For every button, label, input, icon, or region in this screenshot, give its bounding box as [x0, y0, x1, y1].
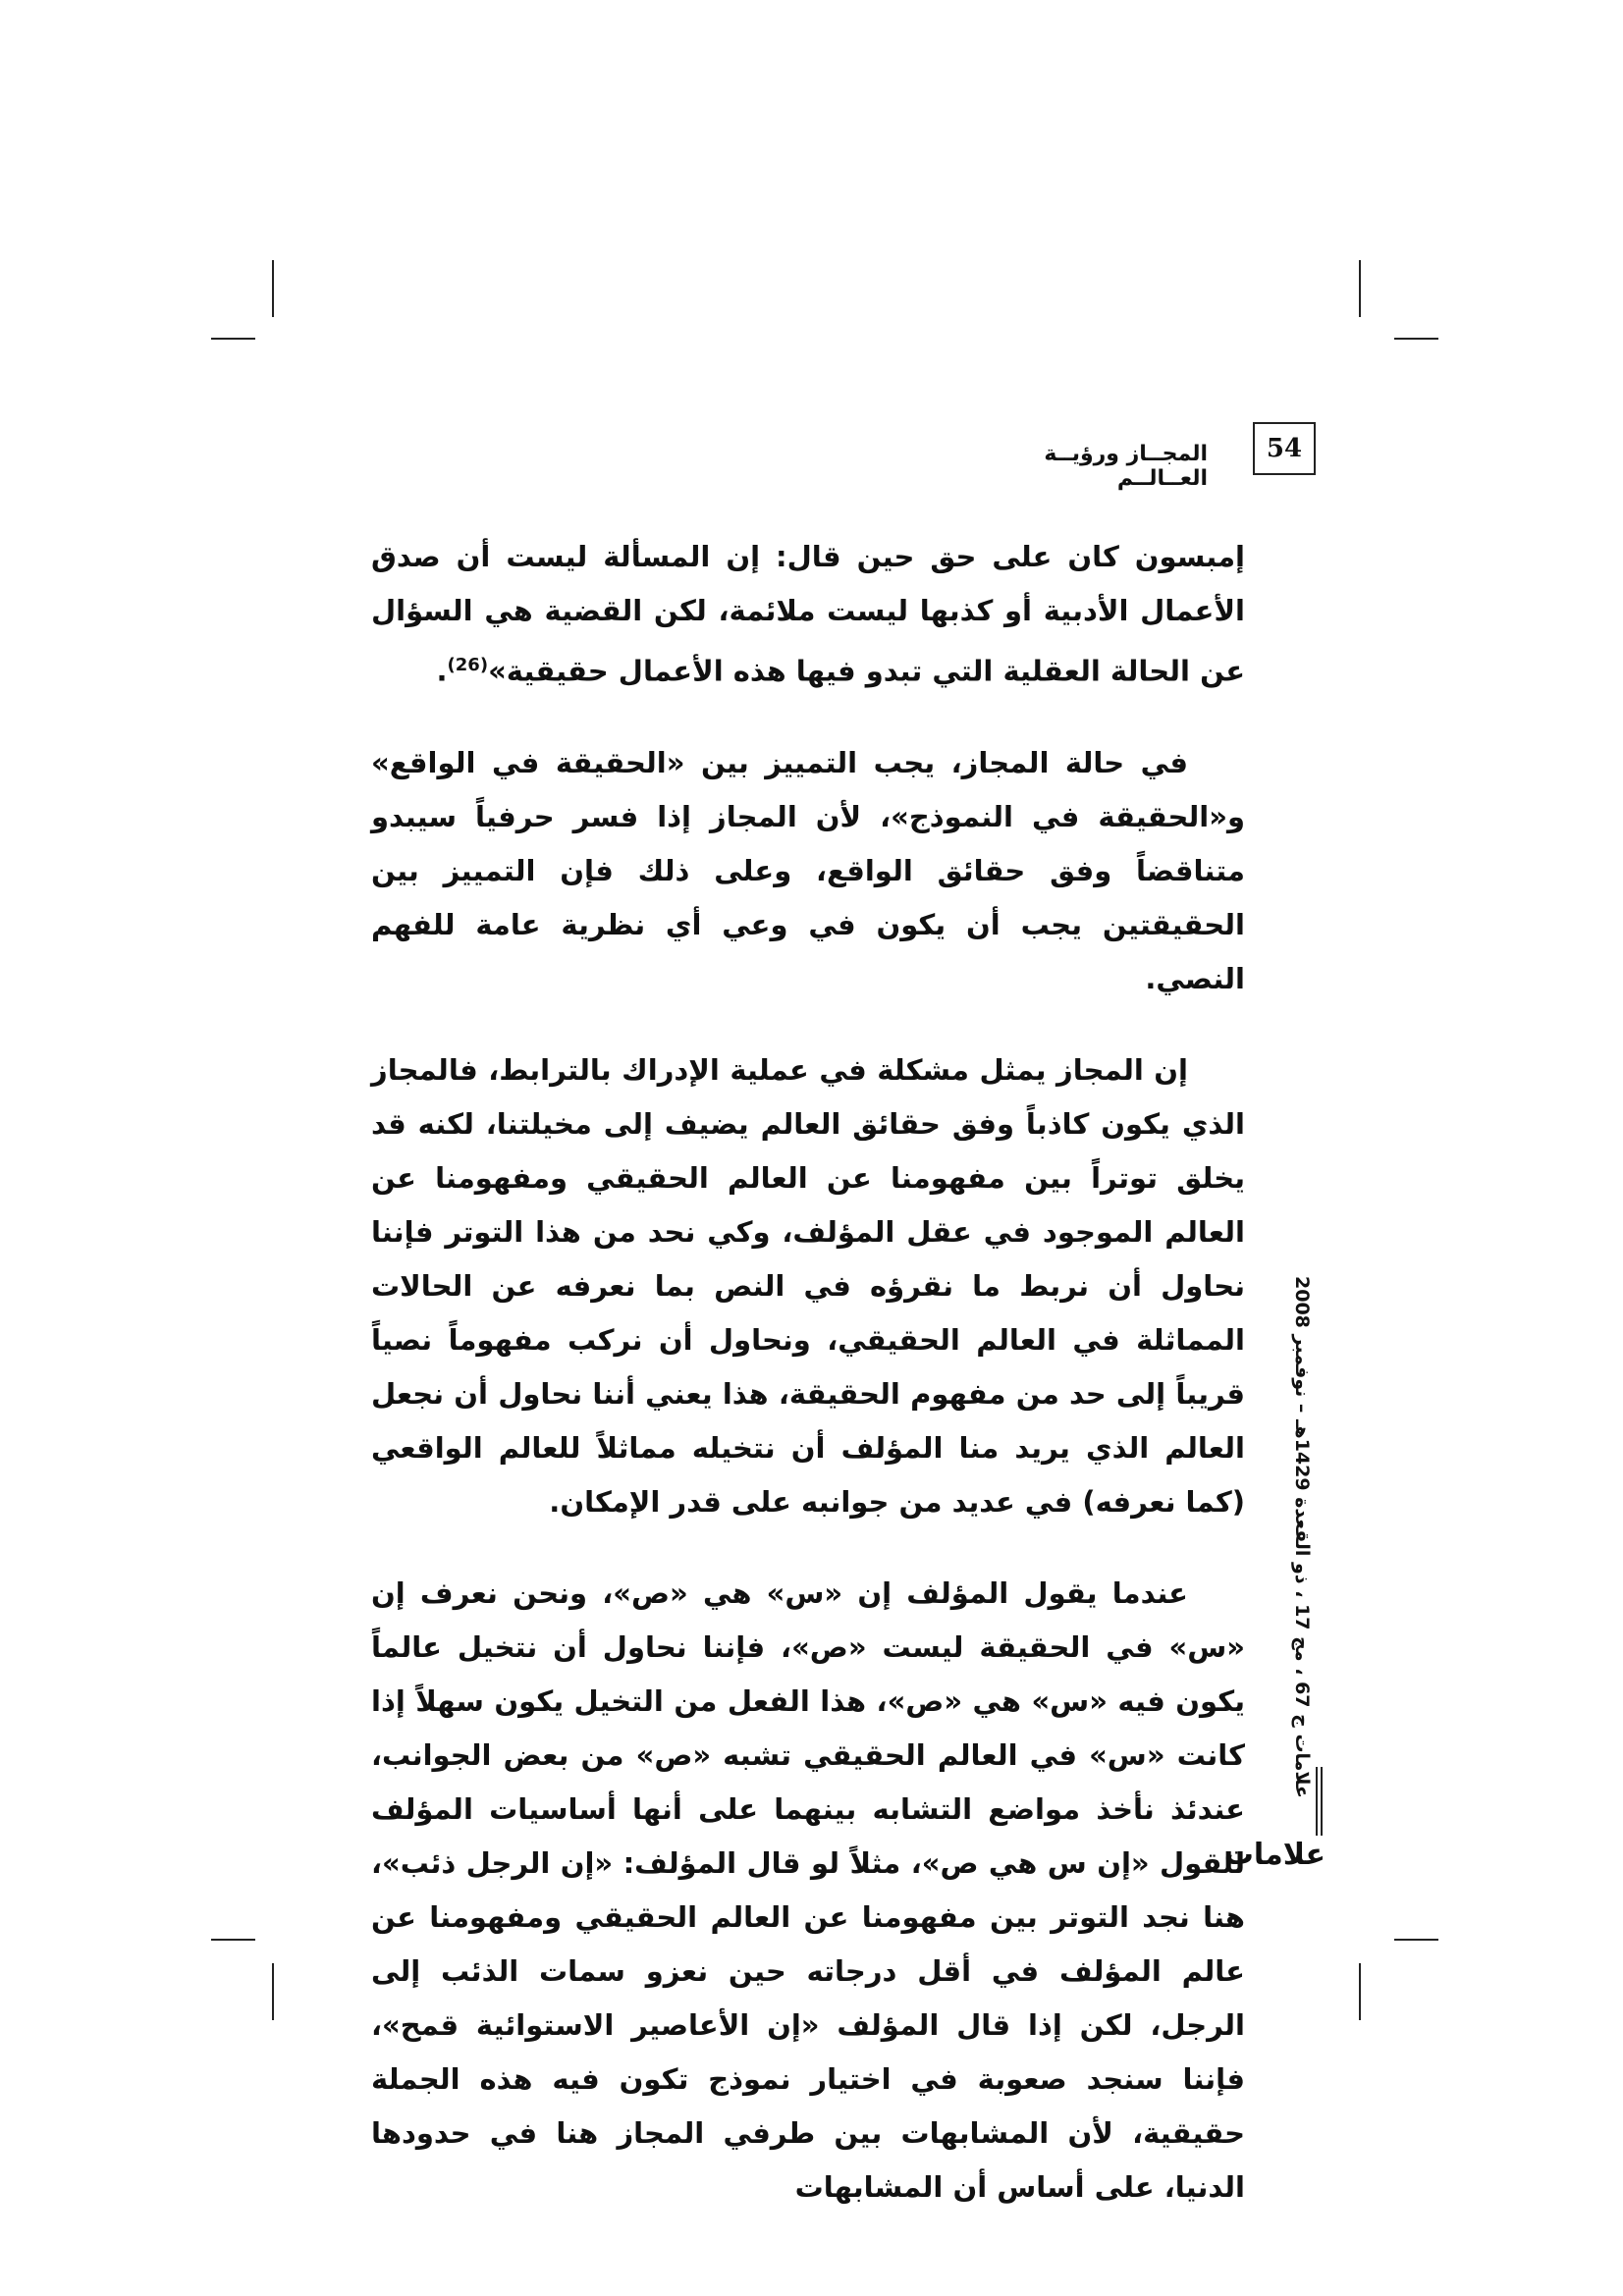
crop-mark	[272, 260, 274, 317]
paragraph: عندما يقول المؤلف إن «س» هي «ص»، ونحن نعرف إن «س» في الحقيقة ليست «ص»، فإننا نحاول أن نتخيل عالماً يكون فيه «س» هي «ص»، هذا الفعل من التخيل يكون سهلاً إذا كانت «س» في العالم الحقيقي تشبه «ص» من بعض الجوانب، عندئذ نأخذ مواضع التشابه بينهما على أنها أساسيات المؤلف للقول «إن س هي ص»، مثلاً لو قال المؤلف: «إن الرجل ذئب»، هنا نجد التوتر بين مفهومنا عن العالم الحقيقي ومفهومنا عن عالم المؤلف في أقل درجاته حين نعزو سمات الذئب إلى الرجل، لكن إذا قال المؤلف «إن الأعاصير الاستوائية قمح»، فإننا سنجد صعوبة في اختيار نموذج تكون فيه هذه الجملة حقيقية، لأن المشابهات بين طرفي المجاز هنا في حدودها الدنيا، على أساس أن المشابهات	[371, 1575, 1245, 2204]
footnote-ref: (26)	[447, 655, 489, 675]
paragraph: إن المجاز يمثل مشكلة في عملية الإدراك بالترابط، فالمجاز الذي يكون كاذباً وفق حقائق العالم يضيف إلى مخيلتنا، لكنه قد يخلق توتراً بين مفهومنا عن العالم الحقيقي ومفهومنا عن العالم الموجود في عقل المؤلف، وكي نحد من هذا التوتر فإننا نحاول أن نربط ما نقرؤه في النص بما نعرفه عن الحالات المماثلة في العالم الحقيقي، ونحاول أن نركب مفهوماً نصياً قريباً إلى حد من مفهوم الحقيقة، هذا يعني أننا نحاول أن نجعل العالم الذي يريد منا المؤلف أن نتخيله مماثلاً للعالم الواقعي (كما نعرفه) في عديد من جوانبه على قدر الإمكان.	[371, 1052, 1245, 1519]
crop-mark	[1394, 1939, 1438, 1941]
crop-mark	[1394, 338, 1438, 340]
crop-mark	[1359, 260, 1361, 317]
crop-mark	[272, 1963, 274, 2020]
page-number: 54	[1253, 422, 1316, 475]
article-body	[371, 530, 1245, 2252]
paragraph: في حالة المجاز، يجب التمييز بين «الحقيقة في الواقع» و«الحقيقة في النموذج»، لأن المجاز إذا فسر حرفياً سيبدو متناقضاً وفق حقائق الواقع، وعلى ذلك فإن التمييز بين الحقيقتين يجب أن يكون في وعي أي نظرية عامة للفهم النصي.	[371, 745, 1245, 995]
side-rule	[1316, 1767, 1323, 1836]
running-title: المجــاز ورؤيــة العــالــم	[1044, 442, 1208, 491]
paragraph-text: إمبسون كان على حق حين قال: إن المسألة ليست أن صدق الأعمال الأدبية أو كذبها ليست ملائمة، لكن القضية هي السؤال عن الحالة العقلية التي تبدو فيها هذه الأعمال حقيقية»	[371, 540, 1245, 688]
paragraph-tail: .	[436, 654, 448, 688]
crop-mark	[1359, 1963, 1361, 2020]
paragraph	[371, 530, 1245, 699]
crop-mark	[211, 1939, 255, 1941]
crop-mark	[211, 338, 255, 340]
journal-info: علامات ج 67 ، مج 17 ، ذو القعدة 1429هـ – نوفمبر 2008	[1291, 1276, 1313, 1798]
journal-logo: علامات	[1223, 1838, 1325, 1872]
